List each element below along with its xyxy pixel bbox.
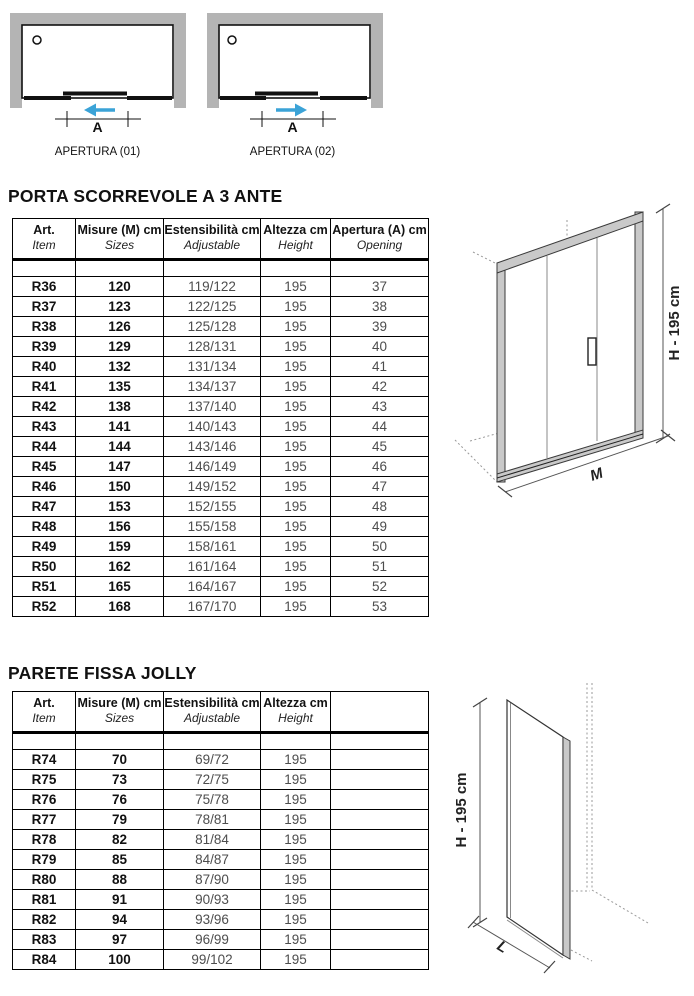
cell-art: R48 [13, 517, 76, 537]
cell-art: R40 [13, 357, 76, 377]
diagram-caption: APERTURA (01) [54, 146, 141, 158]
table-row [13, 577, 429, 597]
cell-misure: 165 [76, 577, 164, 597]
cell-apertura: 53 [331, 597, 429, 617]
cell-art: R37 [13, 297, 76, 317]
cell-apertura: 40 [331, 337, 429, 357]
width-dimension-label: M [587, 464, 606, 485]
cell-art: R42 [13, 397, 76, 417]
spacer-row [13, 733, 429, 750]
open-direction-right-arrow [276, 104, 307, 117]
cell-empty [331, 930, 429, 950]
spacer-cell [76, 733, 164, 750]
cell-art: R51 [13, 577, 76, 597]
cell-altezza: 195 [261, 850, 331, 870]
table-row [13, 377, 429, 397]
table-row [13, 357, 429, 377]
column-header-altezza: Altezza cm Height [261, 692, 331, 733]
cell-estensibilita: 96/99 [164, 930, 261, 950]
cell-misure: 91 [76, 890, 164, 910]
cell-apertura: 48 [331, 497, 429, 517]
cell-estensibilita: 75/78 [164, 790, 261, 810]
table-row [13, 950, 429, 970]
table-row [13, 417, 429, 437]
panel-thickness [563, 737, 570, 959]
table-row [13, 770, 429, 790]
cell-misure: 141 [76, 417, 164, 437]
table-row [13, 537, 429, 557]
cell-empty [331, 910, 429, 930]
table-row [13, 790, 429, 810]
cell-apertura: 47 [331, 477, 429, 497]
cell-misure: 82 [76, 830, 164, 850]
cell-estensibilita: 69/72 [164, 750, 261, 770]
height-dimension-label: H - 195 cm [666, 285, 683, 361]
cell-art: R45 [13, 457, 76, 477]
height-dimension-label: H - 195 cm [453, 772, 470, 848]
table-row [13, 517, 429, 537]
cell-altezza: 195 [261, 277, 331, 297]
door-handle [588, 338, 596, 365]
cell-apertura: 45 [331, 437, 429, 457]
cell-apertura: 52 [331, 577, 429, 597]
cell-altezza: 195 [261, 950, 331, 970]
table-row [13, 890, 429, 910]
construction-lines [567, 683, 648, 961]
cell-altezza: 195 [261, 437, 331, 457]
cell-estensibilita: 146/149 [164, 457, 261, 477]
cell-art: R49 [13, 537, 76, 557]
porta-scorrevole-table [12, 218, 429, 617]
table-row [13, 597, 429, 617]
cell-misure: 97 [76, 930, 164, 950]
cell-apertura: 43 [331, 397, 429, 417]
cell-misure: 138 [76, 397, 164, 417]
cell-altezza: 195 [261, 810, 331, 830]
cell-altezza: 195 [261, 497, 331, 517]
cell-altezza: 195 [261, 790, 331, 810]
cell-art: R47 [13, 497, 76, 517]
cell-altezza: 195 [261, 297, 331, 317]
cell-apertura: 44 [331, 417, 429, 437]
apertura-01-diagram [5, 8, 195, 168]
cell-misure: 147 [76, 457, 164, 477]
cell-estensibilita: 134/137 [164, 377, 261, 397]
cell-estensibilita: 99/102 [164, 950, 261, 970]
cell-art: R77 [13, 810, 76, 830]
cell-altezza: 195 [261, 417, 331, 437]
cell-estensibilita: 122/125 [164, 297, 261, 317]
diagram-caption: APERTURA (02) [249, 146, 336, 158]
spacer-row [13, 260, 429, 277]
cell-estensibilita: 152/155 [164, 497, 261, 517]
cell-empty [331, 890, 429, 910]
cell-altezza: 195 [261, 337, 331, 357]
cell-empty [331, 850, 429, 870]
cell-apertura: 38 [331, 297, 429, 317]
cell-apertura: 37 [331, 277, 429, 297]
cell-estensibilita: 81/84 [164, 830, 261, 850]
cell-altezza: 195 [261, 457, 331, 477]
table-row [13, 277, 429, 297]
column-header-art: Art. Item [13, 219, 76, 260]
table-header [13, 219, 429, 260]
open-direction-left-arrow [84, 104, 115, 117]
cell-altezza: 195 [261, 770, 331, 790]
door-plan-outline [219, 25, 370, 98]
cell-estensibilita: 119/122 [164, 277, 261, 297]
cell-estensibilita: 155/158 [164, 517, 261, 537]
table-row [13, 397, 429, 417]
cell-empty [331, 950, 429, 970]
parete-fissa-table [12, 691, 429, 970]
column-header-misure: Misure (M) cm Sizes [76, 692, 164, 733]
cell-misure: 144 [76, 437, 164, 457]
cell-misure: 132 [76, 357, 164, 377]
cell-art: R80 [13, 870, 76, 890]
cell-estensibilita: 167/170 [164, 597, 261, 617]
cell-estensibilita: 164/167 [164, 577, 261, 597]
cell-altezza: 195 [261, 397, 331, 417]
cell-misure: 76 [76, 790, 164, 810]
cell-estensibilita: 131/134 [164, 357, 261, 377]
cell-altezza: 195 [261, 870, 331, 890]
section-title-porta-scorrevole: PORTA SCORREVOLE A 3 ANTE [8, 186, 283, 206]
cell-art: R41 [13, 377, 76, 397]
table-body [13, 277, 429, 617]
column-header-estensibilita: Estensibilità cm Adjustable [164, 692, 261, 733]
column-header-apertura: Apertura (A) cm Opening [331, 219, 429, 260]
cell-altezza: 195 [261, 750, 331, 770]
cell-misure: 150 [76, 477, 164, 497]
column-header-art: Art. Item [13, 692, 76, 733]
spacer-cell [331, 733, 429, 750]
cell-misure: 162 [76, 557, 164, 577]
cell-misure: 79 [76, 810, 164, 830]
cell-estensibilita: 140/143 [164, 417, 261, 437]
cell-altezza: 195 [261, 930, 331, 950]
glass-panel [507, 700, 563, 955]
sliding-door-technical-drawing [450, 195, 694, 500]
cell-misure: 129 [76, 337, 164, 357]
width-dimension-label: L [494, 937, 511, 957]
cell-apertura: 49 [331, 517, 429, 537]
cell-estensibilita: 161/164 [164, 557, 261, 577]
cell-altezza: 195 [261, 517, 331, 537]
fixed-panel-technical-drawing [440, 660, 694, 996]
cell-art: R79 [13, 850, 76, 870]
cell-estensibilita: 125/128 [164, 317, 261, 337]
cell-art: R81 [13, 890, 76, 910]
cell-estensibilita: 84/87 [164, 850, 261, 870]
cell-estensibilita: 149/152 [164, 477, 261, 497]
table-row [13, 297, 429, 317]
spacer-cell [164, 733, 261, 750]
column-header-estensibilita: Estensibilità cm Adjustable [164, 219, 261, 260]
table-row [13, 910, 429, 930]
cell-misure: 100 [76, 950, 164, 970]
cell-altezza: 195 [261, 377, 331, 397]
cell-empty [331, 790, 429, 810]
cell-art: R74 [13, 750, 76, 770]
cell-altezza: 195 [261, 890, 331, 910]
cell-misure: 70 [76, 750, 164, 770]
cell-misure: 123 [76, 297, 164, 317]
cell-altezza: 195 [261, 537, 331, 557]
cell-art: R84 [13, 950, 76, 970]
spacer-cell [164, 260, 261, 277]
table-row [13, 750, 429, 770]
cell-misure: 135 [76, 377, 164, 397]
cell-art: R38 [13, 317, 76, 337]
table-row [13, 870, 429, 890]
table-row [13, 810, 429, 830]
table-row [13, 337, 429, 357]
cell-apertura: 42 [331, 377, 429, 397]
spacer-cell [13, 733, 76, 750]
table-row [13, 557, 429, 577]
cell-altezza: 195 [261, 477, 331, 497]
table-row [13, 850, 429, 870]
cell-art: R39 [13, 337, 76, 357]
cell-estensibilita: 90/93 [164, 890, 261, 910]
cell-art: R78 [13, 830, 76, 850]
cell-altezza: 195 [261, 557, 331, 577]
spacer-cell [261, 260, 331, 277]
cell-art: R44 [13, 437, 76, 457]
table-row [13, 437, 429, 457]
table-row [13, 457, 429, 477]
column-header-altezza: Altezza cm Height [261, 219, 331, 260]
cell-art: R43 [13, 417, 76, 437]
cell-apertura: 50 [331, 537, 429, 557]
table-header [13, 692, 429, 733]
cell-misure: 94 [76, 910, 164, 930]
cell-altezza: 195 [261, 577, 331, 597]
cell-misure: 85 [76, 850, 164, 870]
cell-estensibilita: 158/161 [164, 537, 261, 557]
cell-apertura: 41 [331, 357, 429, 377]
cell-misure: 126 [76, 317, 164, 337]
cell-empty [331, 750, 429, 770]
door-plan-outline [22, 25, 173, 98]
column-header-misure: Misure (M) cm Sizes [76, 219, 164, 260]
table-row [13, 477, 429, 497]
section-title-parete-fissa: PARETE FISSA JOLLY [8, 663, 197, 683]
cell-estensibilita: 128/131 [164, 337, 261, 357]
cell-estensibilita: 72/75 [164, 770, 261, 790]
cell-estensibilita: 137/140 [164, 397, 261, 417]
cell-altezza: 195 [261, 317, 331, 337]
cell-estensibilita: 78/81 [164, 810, 261, 830]
column-header-empty [331, 692, 429, 733]
cell-estensibilita: 93/96 [164, 910, 261, 930]
cell-art: R75 [13, 770, 76, 790]
cell-art: R50 [13, 557, 76, 577]
cell-art: R52 [13, 597, 76, 617]
cell-apertura: 39 [331, 317, 429, 337]
cell-misure: 159 [76, 537, 164, 557]
table-body [13, 750, 429, 970]
cell-altezza: 195 [261, 830, 331, 850]
cell-empty [331, 870, 429, 890]
cell-altezza: 195 [261, 597, 331, 617]
cell-art: R83 [13, 930, 76, 950]
table-row [13, 497, 429, 517]
spacer-cell [13, 260, 76, 277]
cell-altezza: 195 [261, 357, 331, 377]
cell-misure: 120 [76, 277, 164, 297]
height-dimension [473, 698, 487, 927]
table-row [13, 830, 429, 850]
cell-empty [331, 770, 429, 790]
cell-estensibilita: 87/90 [164, 870, 261, 890]
table-row [13, 317, 429, 337]
cell-apertura: 46 [331, 457, 429, 477]
cell-misure: 153 [76, 497, 164, 517]
cell-misure: 88 [76, 870, 164, 890]
cell-altezza: 195 [261, 910, 331, 930]
apertura-02-diagram [202, 8, 392, 168]
spacer-cell [76, 260, 164, 277]
cell-estensibilita: 143/146 [164, 437, 261, 457]
cell-misure: 73 [76, 770, 164, 790]
cell-art: R76 [13, 790, 76, 810]
spacer-cell [261, 733, 331, 750]
dimension-label: A [287, 119, 298, 135]
cell-empty [331, 810, 429, 830]
cell-art: R82 [13, 910, 76, 930]
cell-misure: 156 [76, 517, 164, 537]
cell-apertura: 51 [331, 557, 429, 577]
cell-misure: 168 [76, 597, 164, 617]
cell-art: R46 [13, 477, 76, 497]
table-row [13, 930, 429, 950]
cell-art: R36 [13, 277, 76, 297]
dimension-label: A [92, 119, 103, 135]
cell-empty [331, 830, 429, 850]
spacer-cell [331, 260, 429, 277]
